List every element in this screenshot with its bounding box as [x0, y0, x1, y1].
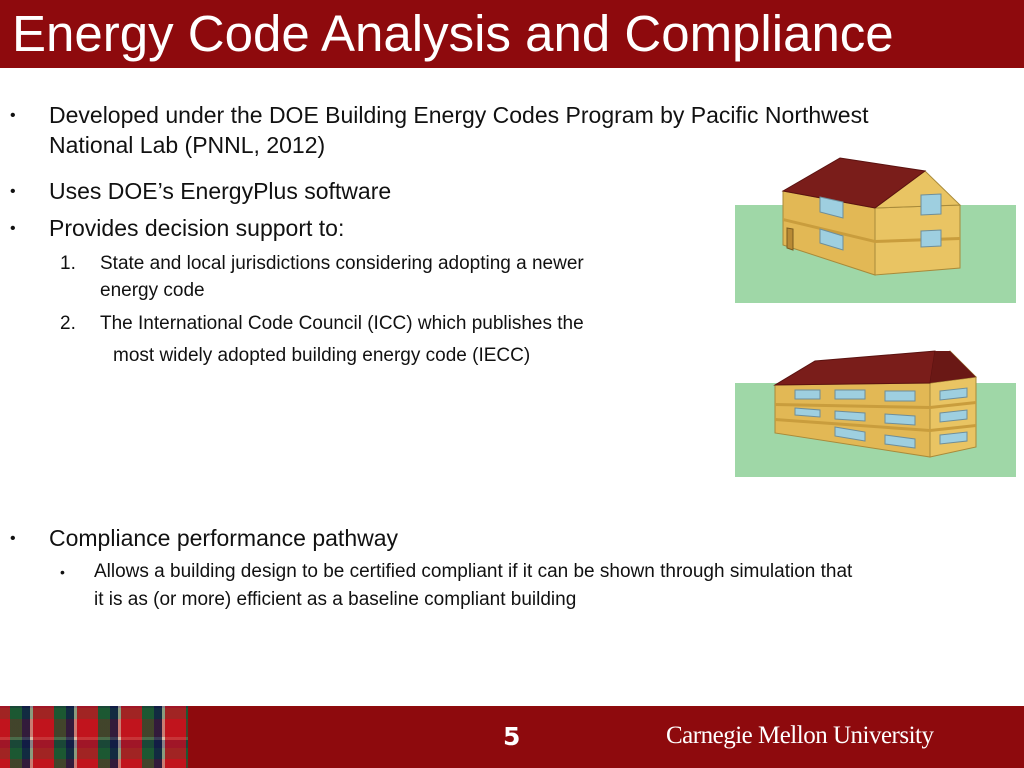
- title-bar: [0, 0, 1024, 68]
- bullet-marker: •: [10, 183, 16, 200]
- numbered-item-2-line2: most widely adopted building energy code (IECC): [113, 345, 531, 366]
- numbered-marker-2: 2.: [60, 313, 76, 334]
- sub-bullet-line2: it is as (or more) efficient as a baseline compliant building: [94, 589, 577, 610]
- numbered-item-1-line1: State and local jurisdictions considering adopting a newer: [100, 253, 584, 274]
- numbered-marker-1: 1.: [60, 253, 76, 274]
- bullet-text-line1: Developed under the DOE Building Energy Codes Program by Pacific Northwest: [49, 102, 869, 128]
- slide-title: Energy Code Analysis and Compliance: [12, 5, 894, 62]
- three-story-building-image: [735, 315, 1016, 477]
- bullet-text: Compliance performance pathway: [49, 525, 399, 551]
- bullet-marker: •: [10, 530, 16, 547]
- bullet-text: Uses DOE’s EnergyPlus software: [49, 178, 392, 204]
- university-logo: Carnegie Mellon University: [666, 722, 934, 749]
- numbered-item-1-line2: energy code: [100, 280, 205, 301]
- sub-bullet-line1: Allows a building design to be certified compliant if it can be shown through simulation that: [94, 561, 853, 582]
- two-story-building-image: [735, 145, 1016, 303]
- bullet-text-line2: National Lab (PNNL, 2012): [49, 132, 326, 158]
- sub-bullet-marker: •: [60, 564, 65, 580]
- bullet-text: Provides decision support to:: [49, 215, 345, 241]
- tartan-pattern: [0, 706, 188, 768]
- numbered-item-2-line1: The International Code Council (ICC) which publishes the: [100, 313, 584, 334]
- bullet-marker: •: [10, 107, 16, 124]
- page-number: 5: [503, 722, 521, 751]
- bullet-marker: •: [10, 220, 16, 237]
